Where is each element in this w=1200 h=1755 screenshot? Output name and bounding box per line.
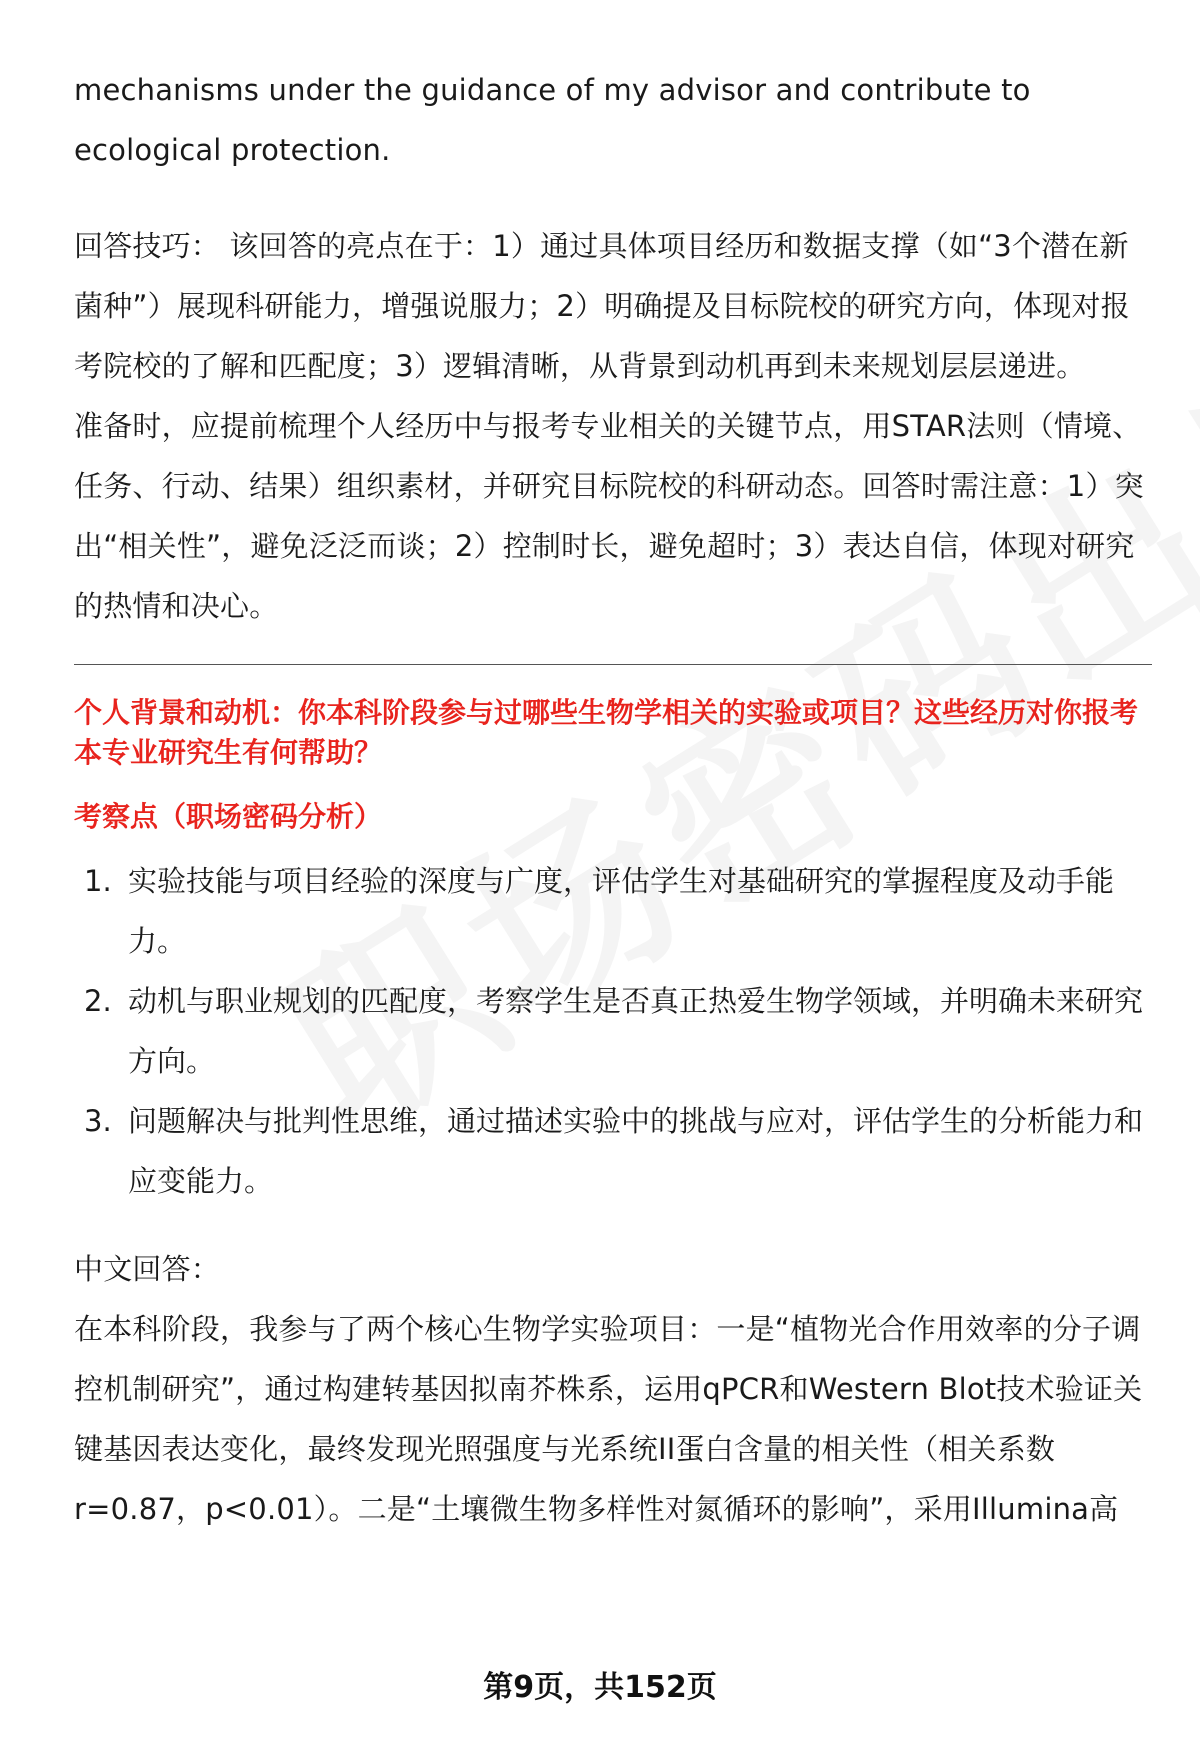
intro-english-paragraph: mechanisms under the guidance of my advisor and contribute to ecological protection. <box>74 73 1031 167</box>
list-text: 问题解决与批判性思维，通过描述实验中的挑战与应对，评估学生的分析能力和应变能力。 <box>128 1104 1144 1198</box>
list-item <box>74 971 1152 1091</box>
question-title: 个人背景和动机：你本科阶段参与过哪些生物学相关的实验或项目？这些经历对你报考本专业研究生有何帮助？ <box>74 696 1139 769</box>
focus-list <box>74 851 1152 1211</box>
preparation-paragraph: 准备时，应提前梳理个人经历中与报考专业相关的关键节点，用STAR法则（情境、任务、行动、结果）组织素材，并研究目标院校的科研动态。回答时需注意：1）突出“相关性”，避免泛泛而谈；2）控制时长，避免超时；3）表达自信，体现对研究的热情和决心。 <box>74 409 1144 623</box>
focus-heading: 考察点（职场密码分析） <box>74 800 383 833</box>
document-page <box>74 60 1152 1539</box>
list-item <box>74 851 1152 971</box>
answer-tips-paragraph: 回答技巧： 该回答的亮点在于：1）通过具体项目经历和数据支撑（如“3个潜在新菌种”）展现科研能力，增强说服力；2）明确提及目标院校的研究方向，体现对报考院校的了解和匹配度；3）逻辑清晰，从背景到动机再到未来规划层层递进。 <box>74 229 1130 383</box>
list-number: 1. <box>84 864 112 898</box>
list-text: 实验技能与项目经验的深度与广度，评估学生对基础研究的掌握程度及动手能力。 <box>128 864 1115 958</box>
answer-heading: 中文回答： <box>74 1252 221 1286</box>
list-text: 动机与职业规划的匹配度，考察学生是否真正热爱生物学领域，并明确未来研究方向。 <box>128 984 1144 1078</box>
list-number: 3. <box>84 1104 112 1138</box>
section-divider <box>74 664 1152 665</box>
answer-paragraph: 在本科阶段，我参与了两个核心生物学实验项目：一是“植物光合作用效率的分子调控机制研究”，通过构建转基因拟南芥株系，运用qPCR和Western Blot技术验证关键基因表达变化，最终发现光照强度与光系统II蛋白含量的相关性（相关系数r=0.87，p<0.01）。二是“土壤微生物多样性对氮循环的影响”，采用Illumina高 <box>74 1312 1143 1526</box>
page-number-footer: 第9页，共152页 <box>483 1670 717 1705</box>
list-item <box>74 1091 1152 1211</box>
list-number: 2. <box>84 984 112 1018</box>
